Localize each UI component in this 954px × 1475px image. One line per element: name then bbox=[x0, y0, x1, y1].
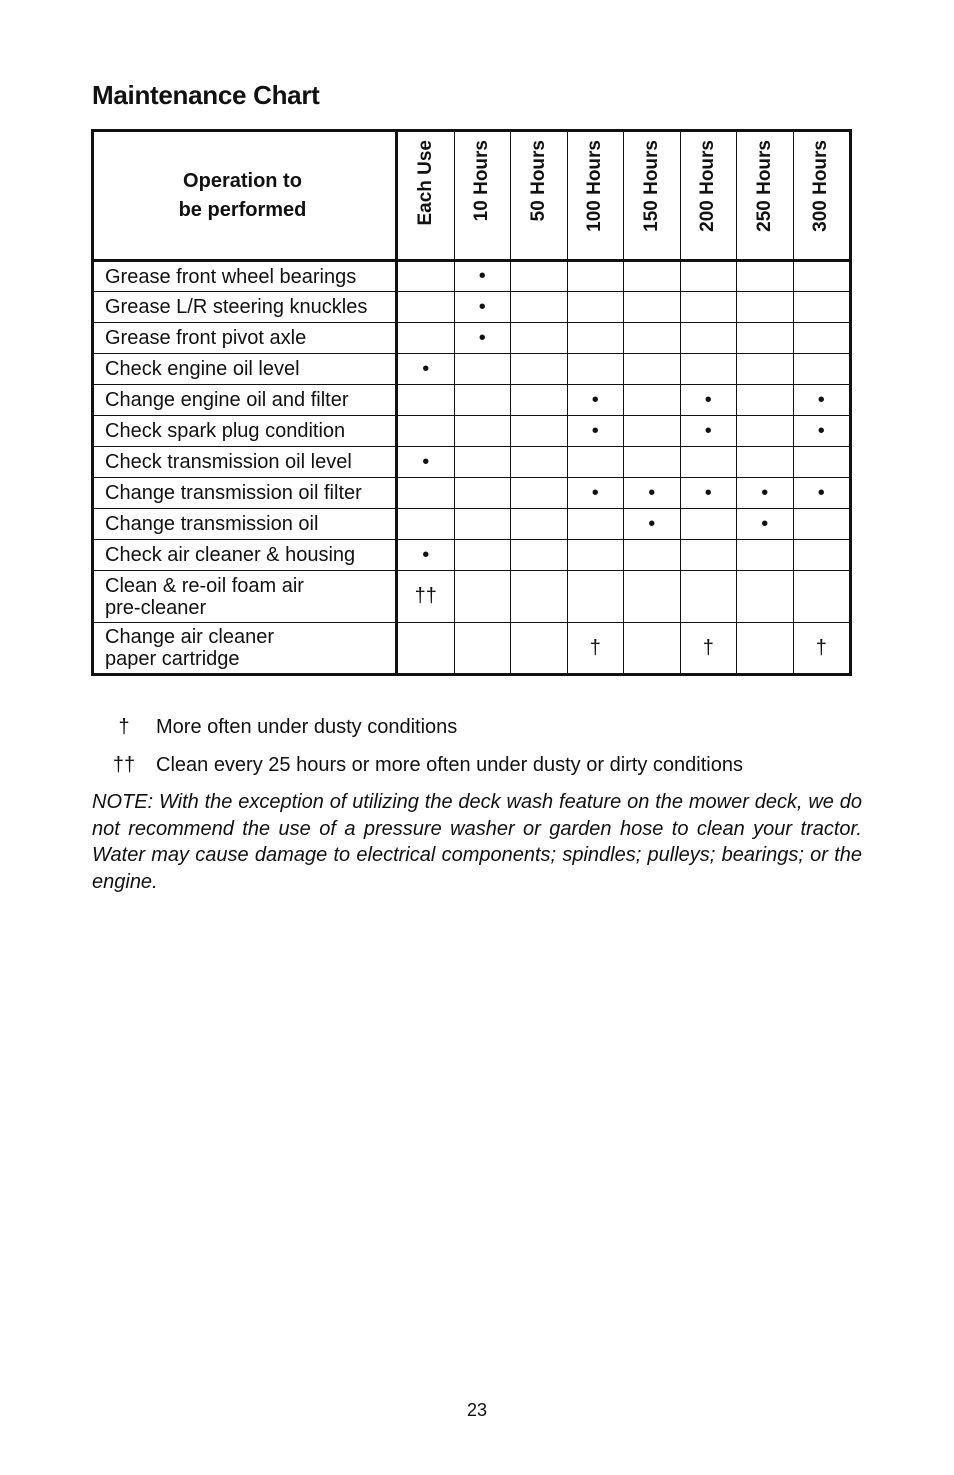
interval-mark-cell bbox=[680, 354, 737, 385]
interval-mark-cell: • bbox=[454, 261, 511, 292]
interval-mark-cell bbox=[511, 416, 568, 447]
interval-mark-cell bbox=[737, 623, 794, 675]
interval-mark-cell bbox=[511, 323, 568, 354]
interval-mark-cell bbox=[397, 509, 455, 540]
operation-label-continued: pre-cleaner bbox=[105, 596, 207, 619]
interval-label: 10 Hours bbox=[471, 140, 493, 222]
operation-cell bbox=[93, 261, 397, 292]
operation-label: Change transmission oil bbox=[105, 513, 319, 535]
interval-mark-cell bbox=[511, 261, 568, 292]
interval-header-50-hours bbox=[511, 131, 568, 261]
interval-mark-cell: • bbox=[397, 354, 455, 385]
interval-mark-cell bbox=[737, 385, 794, 416]
interval-mark-cell bbox=[454, 354, 511, 385]
interval-mark-cell bbox=[624, 571, 681, 623]
interval-mark-cell: • bbox=[567, 385, 624, 416]
interval-mark-cell bbox=[567, 261, 624, 292]
cleaning-note: NOTE: With the exception of utilizing the deck wash feature on the mower deck, we do not recommend the use of a pressure washer or garden hose to clean your tractor. Water may cause damage to electrical components; spindles; pulleys; bearings; or the engine. bbox=[92, 791, 862, 893]
interval-mark-cell: † bbox=[680, 623, 737, 675]
interval-mark-cell bbox=[624, 623, 681, 675]
interval-mark-cell: • bbox=[793, 478, 851, 509]
interval-mark-cell bbox=[511, 540, 568, 571]
interval-mark-cell: † bbox=[793, 623, 851, 675]
footnote-text: Clean every 25 hours or more often under dusty or dirty conditions bbox=[156, 754, 743, 776]
interval-label: 300 Hours bbox=[810, 140, 832, 232]
operation-cell bbox=[93, 478, 397, 509]
interval-mark-cell bbox=[737, 261, 794, 292]
interval-mark-cell bbox=[680, 509, 737, 540]
interval-mark-cell bbox=[737, 447, 794, 478]
interval-mark-cell: • bbox=[680, 416, 737, 447]
interval-mark-cell bbox=[567, 509, 624, 540]
operation-cell bbox=[93, 323, 397, 354]
interval-header-150-hours bbox=[624, 131, 681, 261]
interval-header-250-hours bbox=[737, 131, 794, 261]
operation-label: Change air cleaner bbox=[105, 626, 274, 648]
table-row bbox=[93, 416, 851, 447]
interval-mark-cell bbox=[567, 292, 624, 323]
interval-label: 100 Hours bbox=[584, 140, 606, 232]
interval-label: 250 Hours bbox=[753, 140, 775, 232]
interval-label: Each Use bbox=[414, 140, 436, 226]
interval-mark-cell bbox=[680, 292, 737, 323]
table-row bbox=[93, 509, 851, 540]
interval-mark-cell bbox=[737, 354, 794, 385]
table-body bbox=[93, 261, 851, 675]
page-title: Maintenance Chart bbox=[92, 80, 320, 110]
interval-label: 150 Hours bbox=[640, 140, 662, 232]
operation-label: Check air cleaner & housing bbox=[105, 544, 356, 566]
interval-mark-cell bbox=[793, 509, 851, 540]
interval-mark-cell bbox=[624, 385, 681, 416]
table-row bbox=[93, 540, 851, 571]
interval-mark-cell bbox=[397, 416, 455, 447]
interval-mark-cell bbox=[454, 478, 511, 509]
interval-mark-cell bbox=[454, 385, 511, 416]
interval-mark-cell: † bbox=[567, 623, 624, 675]
interval-mark-cell bbox=[793, 447, 851, 478]
interval-mark-cell: • bbox=[680, 478, 737, 509]
interval-mark-cell bbox=[680, 323, 737, 354]
interval-mark-cell bbox=[567, 447, 624, 478]
interval-mark-cell: • bbox=[454, 323, 511, 354]
interval-mark-cell bbox=[793, 354, 851, 385]
interval-mark-cell bbox=[737, 571, 794, 623]
interval-mark-cell bbox=[454, 447, 511, 478]
interval-mark-cell bbox=[567, 540, 624, 571]
interval-mark-cell bbox=[397, 292, 455, 323]
maintenance-chart-table bbox=[91, 129, 852, 676]
interval-mark-cell bbox=[397, 261, 455, 292]
interval-mark-cell bbox=[680, 447, 737, 478]
footnote-symbol: †† bbox=[112, 754, 136, 776]
interval-mark-cell bbox=[680, 540, 737, 571]
table-row bbox=[93, 447, 851, 478]
interval-mark-cell bbox=[511, 478, 568, 509]
operation-label-continued: paper cartridge bbox=[105, 648, 240, 670]
operation-header-line2: be performed bbox=[178, 198, 307, 221]
interval-mark-cell bbox=[567, 354, 624, 385]
table-row bbox=[93, 292, 851, 323]
interval-mark-cell bbox=[624, 354, 681, 385]
interval-mark-cell bbox=[793, 292, 851, 323]
interval-mark-cell bbox=[454, 623, 511, 675]
interval-mark-cell bbox=[624, 261, 681, 292]
interval-mark-cell bbox=[511, 571, 568, 623]
operation-label: Check spark plug condition bbox=[105, 420, 346, 442]
footnote-symbol: † bbox=[118, 716, 130, 738]
interval-mark-cell: • bbox=[624, 478, 681, 509]
table-row bbox=[93, 354, 851, 385]
interval-mark-cell bbox=[624, 447, 681, 478]
operation-label: Check transmission oil level bbox=[105, 451, 352, 473]
interval-mark-cell bbox=[624, 540, 681, 571]
interval-label: 200 Hours bbox=[697, 140, 719, 232]
interval-mark-cell bbox=[624, 416, 681, 447]
table-row bbox=[93, 478, 851, 509]
interval-mark-cell bbox=[397, 385, 455, 416]
interval-mark-cell bbox=[397, 323, 455, 354]
operation-cell bbox=[93, 385, 397, 416]
interval-mark-cell bbox=[511, 292, 568, 323]
interval-mark-cell: • bbox=[397, 447, 455, 478]
table-row bbox=[93, 623, 851, 675]
interval-mark-cell: • bbox=[567, 416, 624, 447]
table-row bbox=[93, 571, 851, 623]
operation-cell bbox=[93, 509, 397, 540]
interval-mark-cell bbox=[511, 623, 568, 675]
table-row bbox=[93, 385, 851, 416]
interval-mark-cell bbox=[680, 261, 737, 292]
interval-mark-cell: • bbox=[680, 385, 737, 416]
interval-mark-cell: • bbox=[737, 509, 794, 540]
interval-mark-cell bbox=[454, 571, 511, 623]
interval-mark-cell: • bbox=[624, 509, 681, 540]
interval-mark-cell bbox=[567, 571, 624, 623]
interval-mark-cell bbox=[454, 509, 511, 540]
operation-label: Grease front wheel bearings bbox=[105, 265, 357, 288]
interval-mark-cell bbox=[793, 571, 851, 623]
page-number: 23 bbox=[466, 1400, 488, 1420]
operation-cell bbox=[93, 416, 397, 447]
table-header-row bbox=[93, 131, 851, 261]
interval-mark-cell: • bbox=[793, 416, 851, 447]
interval-header-300-hours bbox=[793, 131, 851, 261]
table-row bbox=[93, 261, 851, 292]
interval-mark-cell bbox=[737, 323, 794, 354]
interval-header-200-hours bbox=[680, 131, 737, 261]
interval-mark-cell: • bbox=[737, 478, 794, 509]
operation-cell bbox=[93, 571, 397, 623]
interval-mark-cell bbox=[737, 416, 794, 447]
interval-mark-cell bbox=[737, 540, 794, 571]
operation-cell bbox=[93, 354, 397, 385]
operation-label: Change engine oil and filter bbox=[105, 389, 349, 411]
interval-mark-cell bbox=[454, 540, 511, 571]
footnote-double-dagger bbox=[92, 754, 743, 777]
operation-cell bbox=[93, 623, 397, 675]
interval-label: 50 Hours bbox=[527, 140, 549, 222]
interval-mark-cell: †† bbox=[397, 571, 455, 623]
footnote-text: More often under dusty conditions bbox=[156, 716, 458, 738]
operation-header-line1: Operation to bbox=[183, 169, 302, 192]
operation-cell bbox=[93, 292, 397, 323]
interval-mark-cell bbox=[511, 385, 568, 416]
footnote-dagger bbox=[92, 716, 457, 739]
interval-mark-cell bbox=[511, 509, 568, 540]
interval-mark-cell bbox=[511, 354, 568, 385]
interval-mark-cell: • bbox=[567, 478, 624, 509]
interval-mark-cell bbox=[567, 323, 624, 354]
operation-label: Change transmission oil filter bbox=[105, 482, 362, 504]
interval-mark-cell bbox=[454, 416, 511, 447]
interval-mark-cell bbox=[793, 540, 851, 571]
operation-label: Grease front pivot axle bbox=[105, 327, 307, 349]
interval-mark-cell: • bbox=[397, 540, 455, 571]
interval-mark-cell bbox=[793, 261, 851, 292]
interval-mark-cell bbox=[680, 571, 737, 623]
operation-label: Grease L/R steering knuckles bbox=[105, 296, 368, 318]
interval-mark-cell: • bbox=[793, 385, 851, 416]
interval-header-each-use bbox=[397, 131, 455, 261]
interval-mark-cell bbox=[624, 323, 681, 354]
operation-label: Check engine oil level bbox=[105, 358, 300, 380]
interval-mark-cell bbox=[793, 323, 851, 354]
interval-mark-cell bbox=[511, 447, 568, 478]
interval-mark-cell bbox=[397, 623, 455, 675]
table-row bbox=[93, 323, 851, 354]
interval-mark-cell bbox=[737, 292, 794, 323]
operation-label: Clean & re-oil foam air bbox=[105, 574, 304, 597]
interval-header-100-hours bbox=[567, 131, 624, 261]
operation-cell bbox=[93, 447, 397, 478]
operation-column-header bbox=[93, 131, 397, 261]
interval-mark-cell bbox=[624, 292, 681, 323]
interval-mark-cell: • bbox=[454, 292, 511, 323]
interval-header-10-hours bbox=[454, 131, 511, 261]
operation-cell bbox=[93, 540, 397, 571]
interval-mark-cell bbox=[397, 478, 455, 509]
